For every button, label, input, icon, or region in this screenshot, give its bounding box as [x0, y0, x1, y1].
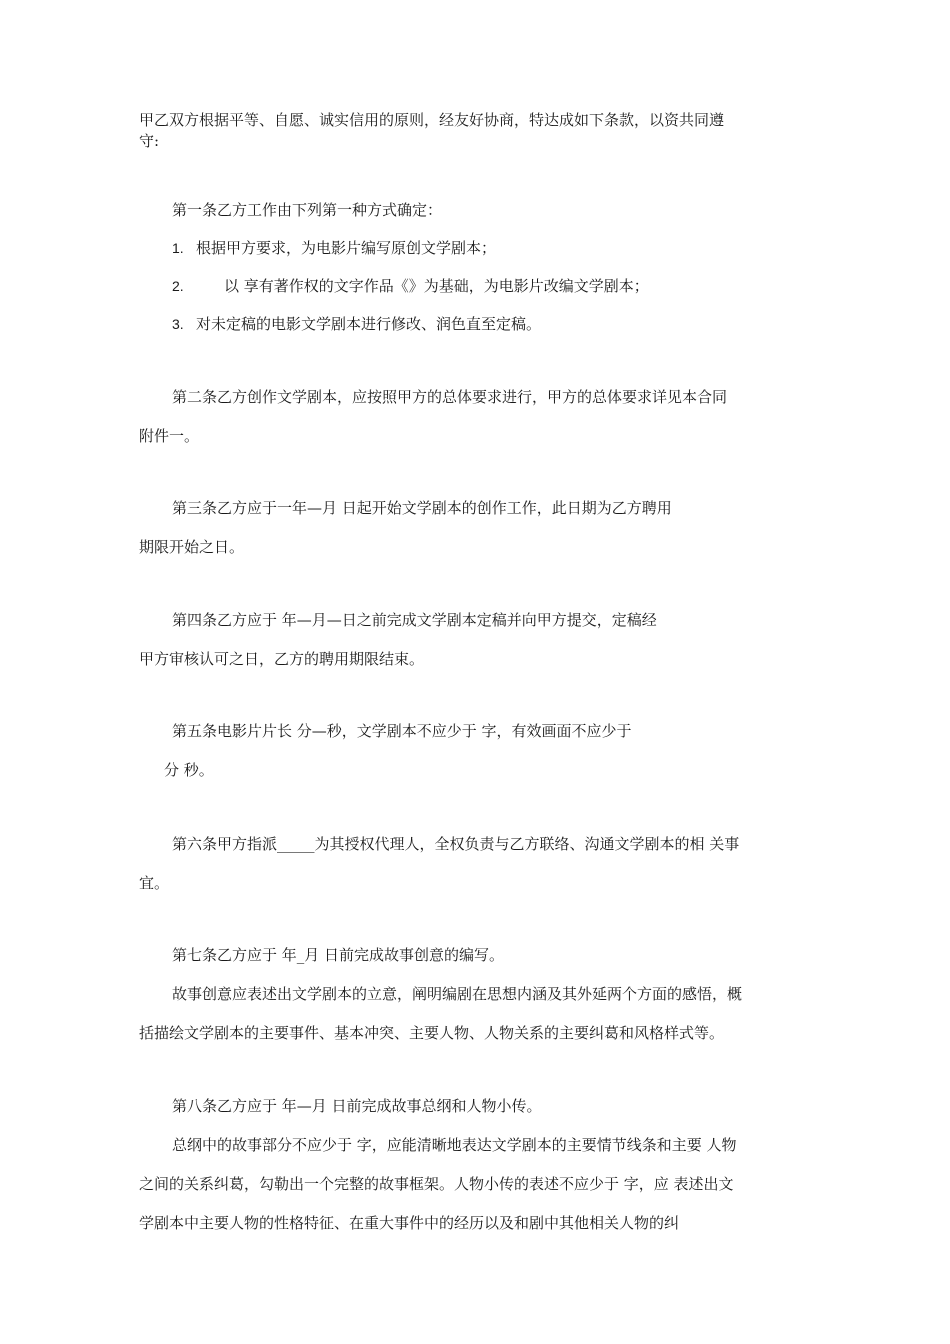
item-number: 1. [172, 240, 184, 256]
article-5-line-1: 第五条电影片片长 分—秒，文学剧本不应少于 字，有效画面不应少于 [172, 722, 632, 740]
item-number: 2. [172, 278, 184, 294]
article-1-item-3 [172, 314, 541, 334]
article-8-line-1: 第八条乙方应于 年—月 日前完成故事总纲和人物小传。 [172, 1097, 542, 1115]
article-7-line-2: 故事创意应表述出文学剧本的立意，阐明编剧在思想内涵及其外延两个方面的感悟，概 [172, 985, 743, 1003]
article-2-line-2: 附件一。 [139, 427, 200, 445]
article-8-line-2: 总纲中的故事部分不应少于 字，应能清晰地表达文学剧本的主要情节线条和主要 人物 [172, 1136, 737, 1154]
article-1-item-2 [172, 276, 649, 296]
article-4-line-2: 甲方审核认可之日，乙方的聘用期限结束。 [139, 650, 425, 668]
article-4-line-1: 第四条乙方应于 年—月—日之前完成文学剧本定稿并向甲方提交，定稿经 [172, 611, 657, 629]
item-text: 根据甲方要求，为电影片编写原创文学剧本； [196, 239, 497, 257]
item-text: 对未定稿的电影文学剧本进行修改、润色直至定稿。 [196, 315, 542, 333]
article-1-item-1 [172, 238, 496, 258]
preamble-line-1: 甲乙双方根据平等、自愿、诚实信用的原则，经友好协商，特达成如下条款，以资共同遵 [139, 111, 725, 129]
article-7-line-1: 第七条乙方应于 年_月 日前完成故事创意的编写。 [172, 946, 505, 964]
article-8-line-3: 之间的关系纠葛，勾勒出一个完整的故事框架。人物小传的表述不应少于 字，应 表述出文 [139, 1175, 734, 1193]
article-6-line-1: 第六条甲方指派_____为其授权代理人，全权负责与乙方联络、沟通文学剧本的相 关事 [172, 835, 740, 853]
article-8-line-4: 学剧本中主要人物的性格特征、在重大事件中的经历以及和剧中其他相关人物的纠 [139, 1214, 680, 1232]
article-3-line-1: 第三条乙方应于一年—月 日起开始文学剧本的创作工作，此日期为乙方聘用 [172, 499, 672, 517]
item-text: 以 享有著作权的文字作品《》为基础，为电影片改编文学剧本； [224, 277, 649, 295]
article-2-line-1: 第二条乙方创作文学剧本，应按照甲方的总体要求进行，甲方的总体要求详见本合同 [172, 388, 728, 406]
article-1-heading: 第一条乙方工作由下列第一种方式确定： [172, 201, 443, 219]
article-3-line-2: 期限开始之日。 [139, 538, 245, 556]
preamble-line-2: 守: [139, 132, 160, 150]
article-7-line-3: 括描绘文学剧本的主要事件、基本冲突、主要人物、人物关系的主要纠葛和风格样式等。 [139, 1024, 725, 1042]
item-number: 3. [172, 316, 184, 332]
article-5-line-2: 分 秒。 [164, 761, 214, 779]
article-6-line-2: 宜。 [139, 874, 170, 892]
